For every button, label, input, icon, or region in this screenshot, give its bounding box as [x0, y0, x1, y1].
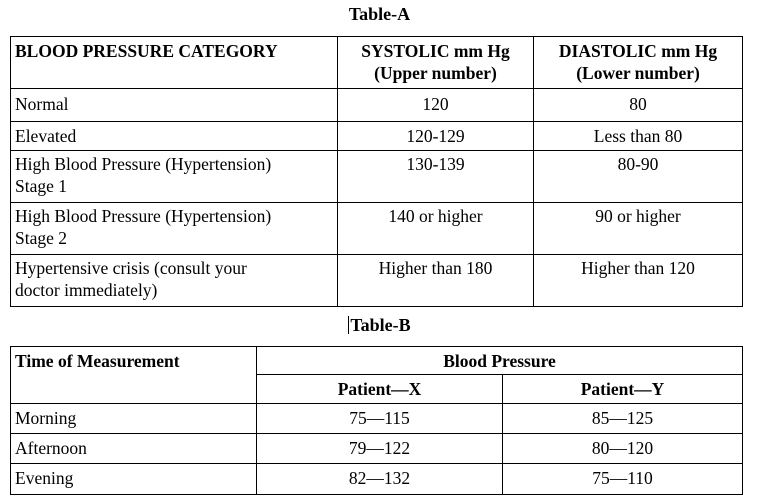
patient-x-cell: 79—122	[257, 434, 503, 464]
table-row	[11, 122, 743, 151]
time-cell: Afternoon	[11, 434, 257, 464]
systolic-cell: 120	[338, 89, 534, 122]
category-cell: Hypertensive crisis (consult your doctor immediately)	[11, 255, 338, 307]
category-cell: Elevated	[11, 122, 338, 151]
diastolic-cell: Less than 80	[534, 122, 743, 151]
patient-x-cell: 82—132	[257, 464, 503, 495]
time-cell: Morning	[11, 404, 257, 434]
header-diastolic: DIASTOLIC mm Hg (Lower number)	[534, 37, 743, 89]
patient-x-cell: 75—115	[257, 404, 503, 434]
time-cell: Evening	[11, 464, 257, 495]
patient-y-cell: 85—125	[503, 404, 743, 434]
header-blood-pressure: Blood Pressure	[257, 347, 743, 375]
diastolic-cell: 90 or higher	[534, 203, 743, 255]
diastolic-cell: 80-90	[534, 151, 743, 203]
header-patient-y: Patient—Y	[503, 375, 743, 404]
table-a-header-row	[11, 37, 743, 89]
diastolic-cell: Higher than 120	[534, 255, 743, 307]
systolic-cell: 140 or higher	[338, 203, 534, 255]
table-a-caption: Table-A	[348, 4, 411, 24]
header-category: BLOOD PRESSURE CATEGORY	[11, 37, 338, 89]
category-cell: High Blood Pressure (Hypertension) Stage 2	[11, 203, 338, 255]
table-row	[11, 89, 743, 122]
systolic-cell: 130-139	[338, 151, 534, 203]
systolic-cell: Higher than 180	[338, 255, 534, 307]
table-row	[11, 464, 743, 495]
category-cell: Normal	[11, 89, 338, 122]
table-row	[11, 203, 743, 255]
header-patient-x: Patient—X	[257, 375, 503, 404]
table-b-header-row	[11, 347, 743, 375]
diastolic-cell: 80	[534, 89, 743, 122]
patient-y-cell: 75—110	[503, 464, 743, 495]
category-cell: High Blood Pressure (Hypertension) Stage 1	[11, 151, 338, 203]
systolic-cell: 120-129	[338, 122, 534, 151]
header-time: Time of Measurement	[11, 347, 257, 404]
header-systolic: SYSTOLIC mm Hg (Upper number)	[338, 37, 534, 89]
table-row	[11, 404, 743, 434]
table-b-caption: Table-B	[350, 315, 411, 335]
table-row	[11, 434, 743, 464]
table-a	[10, 36, 743, 307]
table-row	[11, 151, 743, 203]
table-b	[10, 346, 743, 495]
table-row	[11, 255, 743, 307]
patient-y-cell: 80—120	[503, 434, 743, 464]
